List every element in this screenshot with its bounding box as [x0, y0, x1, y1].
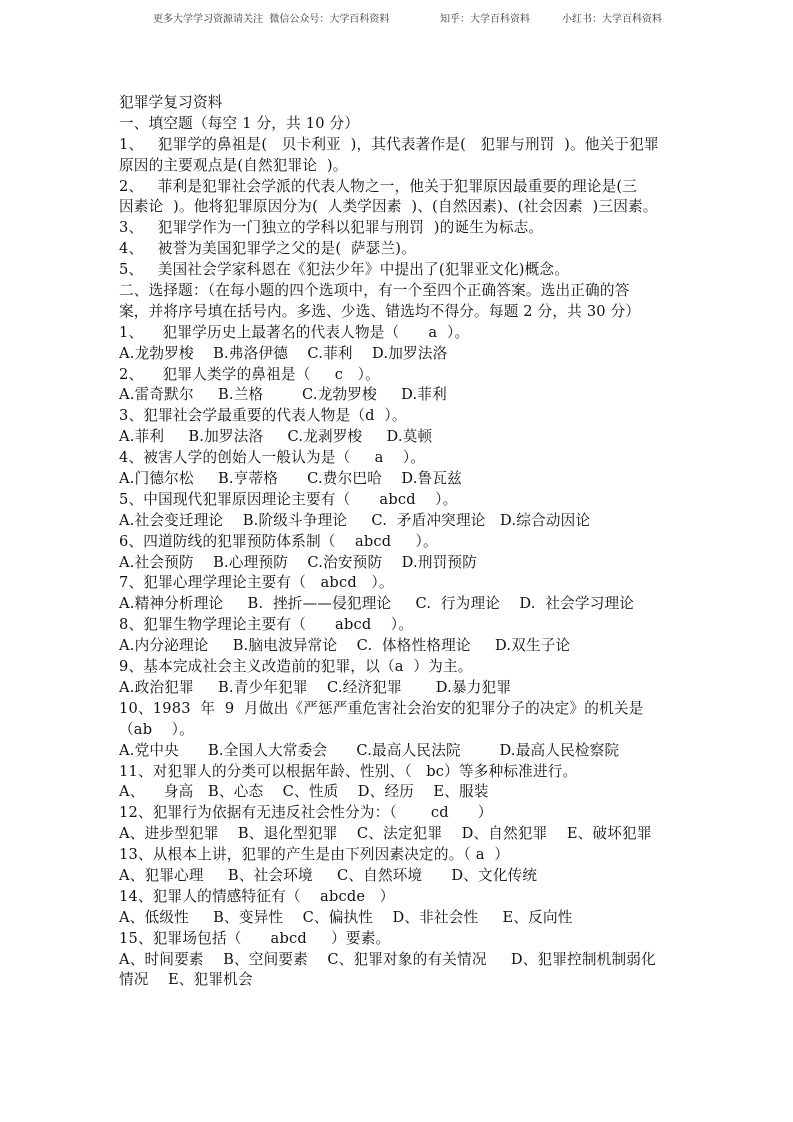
text-line: A、时间要素 B、空间要素 C、犯罪对象的有关情况 D、犯罪控制机制弱化 [119, 950, 656, 968]
header-zhihu-note: 知乎：大学百科资料 [440, 14, 530, 25]
text-line: A.菲利 B.加罗法洛 C.龙剥罗梭 D.莫顿 [119, 428, 433, 446]
text-line: A.党中央 B.全国人大常委会 C.最高人民法院 D.最高人民检察院 [119, 741, 620, 759]
text-line: A.社会变迁理论 B.阶级斗争理论 C. 矛盾冲突理论 D.综合动因论 [119, 511, 591, 529]
text-line: 2、 犯罪人类学的鼻祖是（ c ）。 [119, 365, 380, 383]
text-line: A.精神分析理论 B. 挫折——侵犯理论 C. 行为理论 D. 社会学习理论 [119, 595, 635, 613]
text-line: 6、四道防线的犯罪预防体系制（ abcd ）。 [119, 532, 438, 550]
text-line: 15、犯罪场包括（ abcd ）要素。 [119, 929, 391, 947]
text-line: 13、从根本上讲，犯罪的产生是由下列因素决定的。（ a ） [119, 846, 510, 864]
text-line: 因素论 )。他将犯罪原因分为( 人类学因素 )、(自然因素)、(社会因素 )三因素。 [119, 198, 658, 216]
text-line: A、犯罪心理 B、社会环境 C、自然环境 D、文化传统 [119, 866, 538, 884]
text-line: A.政治犯罪 B.青少年犯罪 C.经济犯罪 D.暴力犯罪 [119, 678, 512, 696]
text-line: （ab ）。 [119, 720, 194, 738]
text-line: 3、 犯罪学作为一门独立的学科以犯罪与刑罚 )的诞生为标志。 [119, 219, 544, 237]
text-line: 情况 E、犯罪机会 [119, 971, 253, 989]
text-line: 原因的主要观点是(自然犯罪论 )。 [119, 156, 348, 174]
text-line: 3、犯罪社会学最重要的代表人物是（d ）。 [119, 407, 407, 425]
text-line: A.雷奇默尔 B.兰格 C.龙勃罗梭 D.菲利 [119, 386, 447, 404]
text-line: A.龙勃罗梭 B.弗洛伊德 C.菲利 D.加罗法洛 [119, 344, 448, 362]
text-line: A、进步型犯罪 B、退化型犯罪 C、法定犯罪 D、自然犯罪 E、破坏犯罪 [119, 825, 652, 843]
text-line: 二、选择题：（在每小题的四个选项中，有一个至四个正确答案。选出正确的答 [119, 282, 630, 300]
text-line: 一、填空题（每空 1 分，共 10 分） [119, 114, 360, 132]
text-line: A、低级性 B、变异性 C、偏执性 D、非社会性 E、反向性 [119, 908, 573, 926]
text-line: 1、 犯罪学的鼻祖是( 贝卡利亚 )，其代表著作是( 犯罪与刑罚 )。他关于犯罪 [119, 135, 659, 153]
text-line: 5、中国现代犯罪原因理论主要有（ abcd ）。 [119, 490, 458, 508]
text-line: 1、 犯罪学历史上最著名的代表人物是（ a ）。 [119, 323, 470, 341]
document-body [119, 93, 679, 991]
text-line: 7、犯罪心理学理论主要有（ abcd ）。 [119, 574, 394, 592]
text-line: 4、被害人学的创始人一般认为是（ a ）。 [119, 449, 426, 467]
text-line: 案，并将序号填在括号内。多选、少选、错选均不得分。每题 2 分，共 30 分） [119, 302, 641, 320]
text-line: 11、对犯罪人的分类可以根据年龄、性别、（ bc）等多种标准进行。 [119, 762, 578, 780]
text-line: A.内分泌理论 B.脑电波异常论 C. 体格性格理论 D.双生子论 [119, 637, 571, 655]
text-line: 5、 美国社会学家科恩在《犯法少年》中提出了(犯罪亚文化)概念。 [119, 261, 570, 279]
text-line: 14、犯罪人的情感特征有（ abcde ） [119, 887, 395, 905]
text-line: A、 身高 B、心态 C、性质 D、经历 E、服装 [119, 783, 489, 801]
text-line: 9、基本完成社会主义改造前的犯罪，以（a ）为主。 [119, 658, 473, 676]
header-xiaohongshu-note: 小红书：大学百科资料 [562, 14, 662, 25]
text-line: 8、犯罪生物学理论主要有（ abcd ）。 [119, 616, 414, 634]
text-line: 12、犯罪行为依据有无违反社会性分为：（ cd ） [119, 804, 493, 822]
text-line: 2、 菲利是犯罪社会学派的代表人物之一，他关于犯罪原因最重要的理论是(三 [119, 177, 638, 195]
text-line: 10、1983 年 9 月做出《严惩严重危害社会治安的犯罪分子的决定》的机关是 [119, 699, 644, 717]
document-title: 犯罪学复习资料 [119, 94, 223, 111]
text-line: A.社会预防 B.心理预防 C.治安预防 D.刑罚预防 [119, 553, 478, 571]
header-wechat-note: 更多大学学习资源请关注 微信公众号：大学百科资料 [153, 14, 390, 25]
text-line: A.门德尔松 B.亨蒂格 C.费尔巴哈 D.鲁瓦兹 [119, 470, 462, 488]
text-line: 4、 被誉为美国犯罪学之父的是( 萨瑟兰)。 [119, 240, 416, 258]
